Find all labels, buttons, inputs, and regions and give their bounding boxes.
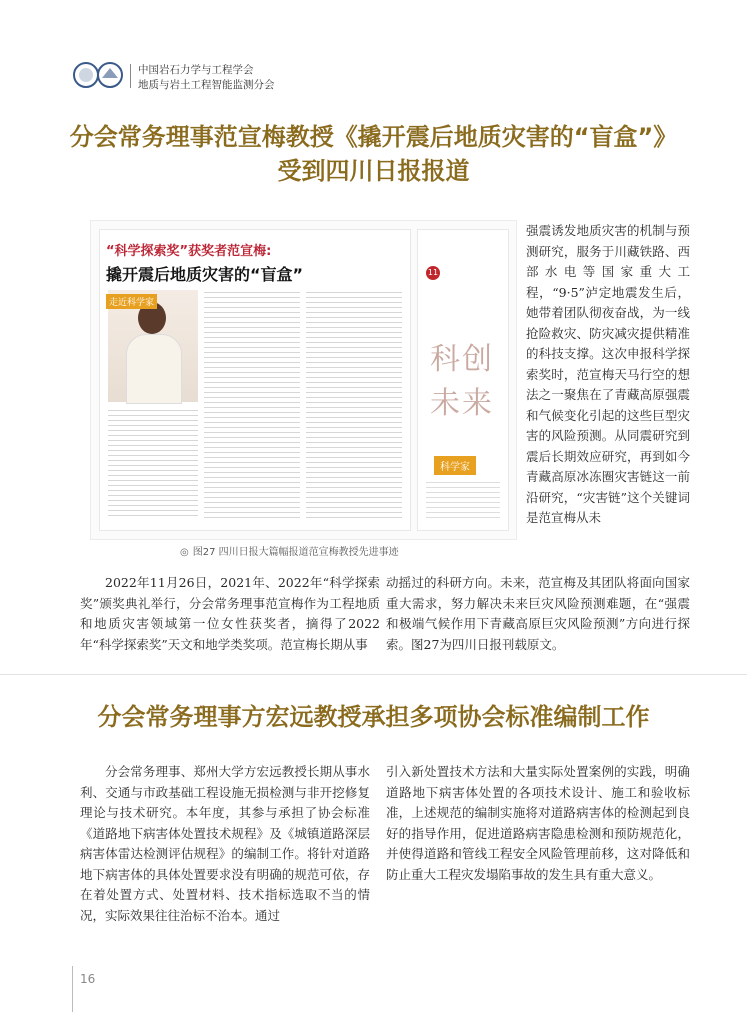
footer-rule [72,966,73,1012]
article1-right-column: 强震诱发地质灾害的机制与预测研究，服务于川藏铁路、西部水电等国家重大工程，“9·5”泸定地震发生后，她带着团队彻夜奋战，为一线抢险救灾、防灾减灾提供精准的科技支撑。这次申报科学探索奖时，范宣梅天马行空的想法之一聚焦在了青藏高原强震和气候变化引起的这些巨型灾害的风险预测。从同震研究到震后长期效应研究，再到如今青藏高原冰冻圈灾害链这一前沿研究，“灾害链”这个关键词是范宣梅从未 [526,223,690,525]
article2-right-column: 引入新处置技术方法和大量实际处置案例的实践，明确道路地下病害体处置的各项技术设计、施工和验收标准，上述规范的编制实施将对道路病害体的检测起到良好的指导作用，促进道路病害隐患检测和预防规范化，并使得道路和管线工程安全风险管理前移，这对降低和防止重大工程灾发塌陷事故的发生具有重大意义。 [386,764,690,882]
newspaper-side-section: 科学家 [434,456,476,475]
page-header [72,60,312,96]
newspaper-side-text [426,482,500,520]
article1-title-line1: 分会常务理事范宣梅教授《撬开震后地质灾害的“盲盒”》 [69,123,678,151]
newspaper-headline-top: “科学探索奖”获奖者范宣梅: [106,244,272,259]
portrait-body [126,334,182,404]
caption-bullet-icon: ◎ [180,547,189,558]
org-name-line1: 中国岩石力学与工程学会 [138,64,254,76]
article1-left-paragraph: 2022年11月26日，2021年、2022年“科学探索奖”颁奖典礼举行，分会常务理事范宣梅作为工程地质和地质灾害领域第一位女性获奖者，摘得了2022年“科学探索奖”天文和地学类奖项。范宣梅长期从事 [80,575,380,652]
section-divider [0,674,747,675]
article1-right-paragraph: 动摇过的科研方向。未来，范宣梅及其团队将面向国家重大需求，努力解决未来巨灾风险预测难题，在“强震和极端气候作用下青藏高原巨灾风险预测”方向进行探索。图27为四川日报刊载原文。 [386,575,690,652]
figure-caption-text: 图27 四川日报大篇幅报道范宣梅教授先进事迹 [192,547,399,558]
article1-title [60,120,687,188]
newspaper-figure [90,220,517,540]
newspaper-main-page [99,229,411,531]
newspaper-side-page [417,229,509,531]
header-divider [130,64,131,88]
newspaper-text-column [306,292,402,522]
newspaper-text-column [204,292,300,522]
society-logo-icon [72,60,124,90]
article2-left-column: 分会常务理事、郑州大学方宏远教授长期从事水利、交通与市政基础工程设施无损检测与非开挖修复理论与技术研究。本年度，其参与承担了协会标准《道路地下病害体处置技术规程》及《城镇道路深层病害体雷达检测评估规程》的编制工作。将针对道路地下病害体的具体处置要求没有明确的规范可依，存在着处置方式、处置材料、技术指标选取不当的情况，实际效果往往治标不治本。通过 [80,764,370,923]
newspaper-headline-main: 撬开震后地质灾害的“盲盒” [106,265,304,284]
figure-caption [180,543,399,558]
page-number: 16 [80,972,96,986]
newspaper-section-tag: 走近科学家 [106,294,157,309]
newspaper-side-title: 科创未来 [430,342,494,421]
org-name-line2: 地质与岩土工程智能监测分会 [138,79,275,91]
newspaper-page-number-badge: 11 [426,266,440,280]
article1-title-line2: 受到四川日报报道 [277,157,470,185]
article2-title: 分会常务理事方宏远教授承担多项协会标准编制工作 [97,703,650,731]
newspaper-text-column [108,410,198,520]
